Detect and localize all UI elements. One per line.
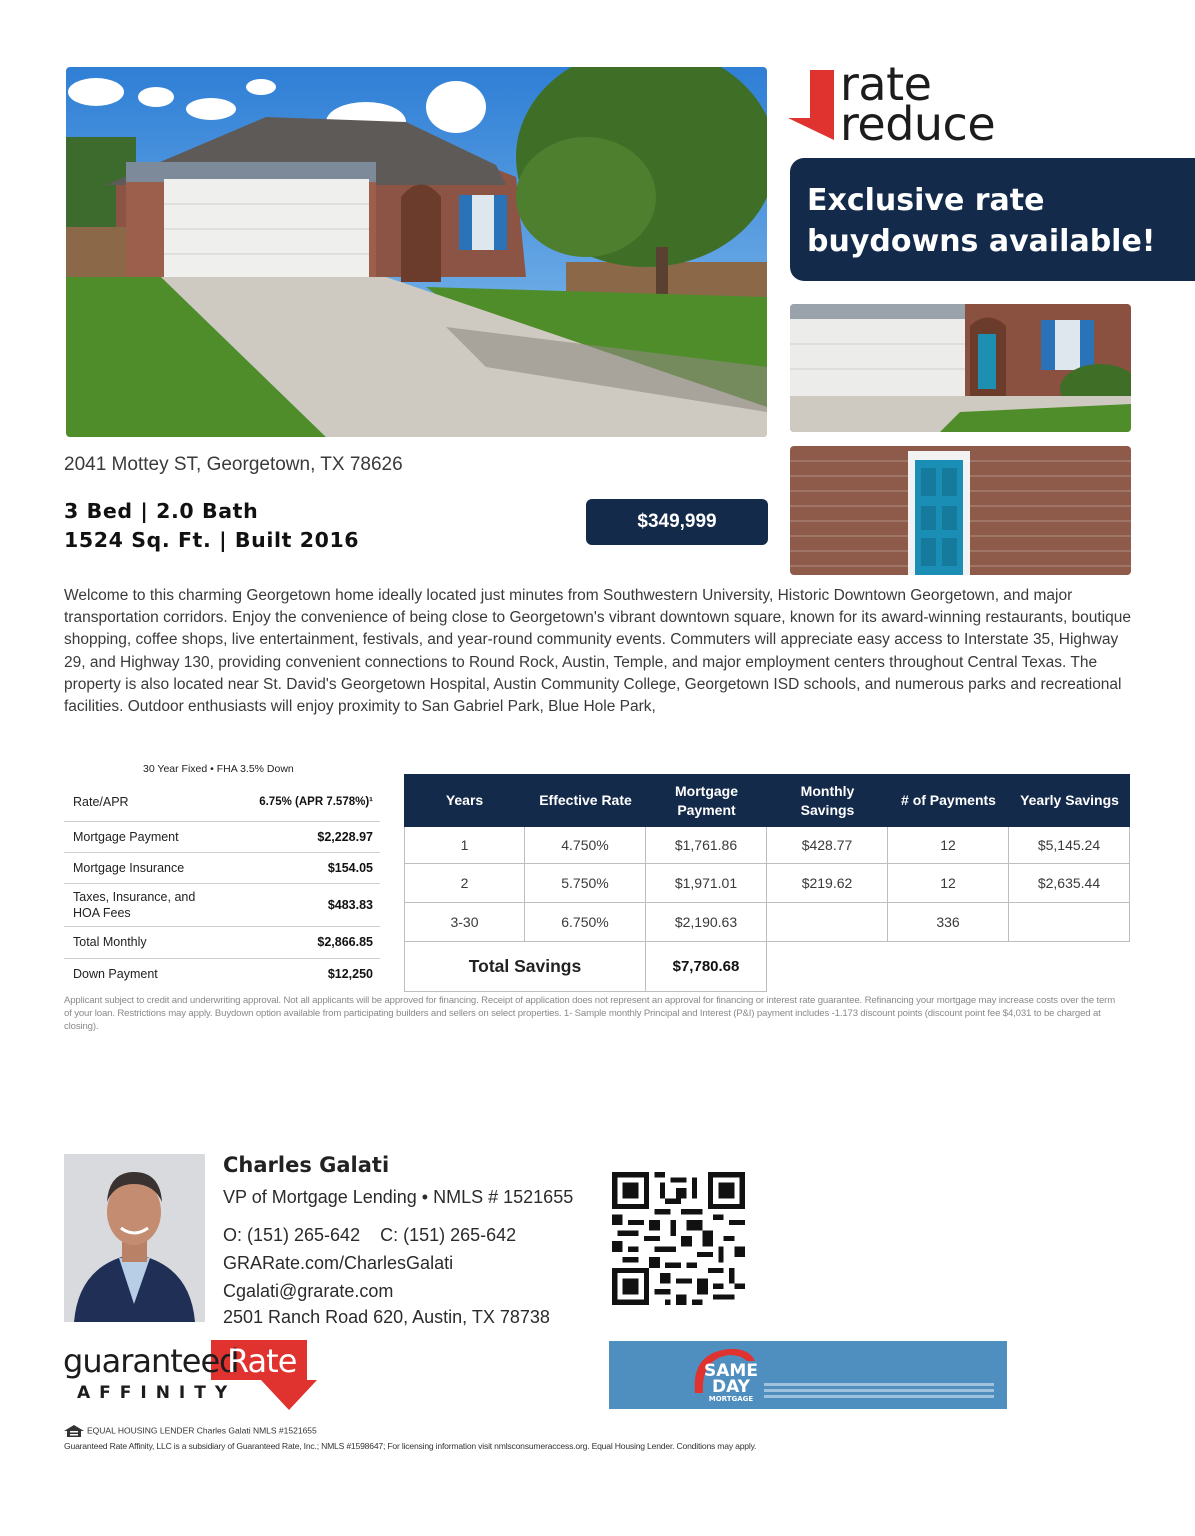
summary-label: Total Monthly xyxy=(73,935,147,949)
cell-num-payments: 12 xyxy=(888,827,1009,864)
header-years: Years xyxy=(445,792,484,808)
price-badge: $349,999 xyxy=(586,499,768,545)
total-savings-value: $7,780.68 xyxy=(646,942,767,992)
summary-row xyxy=(64,883,380,925)
property-address: 2041 Mottey ST, Georgetown, TX 78626 xyxy=(64,454,403,475)
summary-label: Down Payment xyxy=(73,966,158,981)
guaranteed-rate-affinity-logo xyxy=(63,1338,323,1413)
cell-rate: 4.750% xyxy=(525,827,646,864)
promo-line-1: Exclusive rate xyxy=(807,183,1045,218)
cell-monthly-savings xyxy=(767,903,888,942)
agent-headshot xyxy=(64,1154,205,1322)
front-door-photo xyxy=(790,446,1131,575)
logo-word-rate: Rate xyxy=(227,1342,297,1380)
agent-phones[interactable]: O: (151) 265-642 C: (151) 265-642 xyxy=(223,1225,517,1245)
cell-years: 3-30 xyxy=(404,903,525,942)
table-row xyxy=(404,827,1130,864)
logo-word-affinity: AFFINITY xyxy=(77,1383,237,1403)
summary-value: $12,250 xyxy=(327,966,373,981)
legal-text: Guaranteed Rate Affinity, LLC is a subsidiary of Guaranteed Rate, Inc.; NMLS #1598647; For licensing information visit nmlsconsumeraccess.org. Equal Housing Lender. Conditions may apply. xyxy=(64,1441,757,1451)
cell-num-payments: 336 xyxy=(888,903,1009,942)
header-num-payments: # of Payments xyxy=(901,792,996,808)
header-mortgage-payment: Mortgage Payment xyxy=(675,782,738,818)
cell-rate: 6.750% xyxy=(525,903,646,942)
banner-fine-print xyxy=(764,1395,994,1398)
cell-num-payments: 12 xyxy=(888,864,1009,903)
property-description: Welcome to this charming Georgetown home ideally located just minutes from Southwestern University, Historic Downtown Georgetown, and major transportation corridors. Enjoy the convenience of being close to Georgetown's vibrant downtown square, known for its award-winning restaurants, boutique shopping, coffee shops, live entertainment, festivals, and year-round community events. Commuters will appreciate easy access to Interstate 35, Highway 29, and Highway 130, providing convenient connections to Round Rock, Austin, Temple, and major employment centers throughout Central Texas. The property is also located near St. David's Georgetown Hospital, Austin Community College, Georgetown ISD schools, and numerous parks and recreational facilities. Outdoor enthusiasts will enjoy proximity to San Gabriel Park, Blue Hole Park, xyxy=(64,587,1132,716)
equal-housing-icon xyxy=(64,1425,84,1437)
cell-yearly-savings: $5,145.24 xyxy=(1009,827,1130,864)
table-header xyxy=(404,774,1130,827)
header-yearly-savings: Yearly Savings xyxy=(1020,792,1119,808)
summary-row xyxy=(64,852,380,882)
loan-summary-title: 30 Year Fixed • FHA 3.5% Down xyxy=(143,763,294,775)
banner-fine-print xyxy=(764,1383,994,1386)
specs-beds-baths: 3 Bed | 2.0 Bath xyxy=(64,499,259,523)
equal-housing-line xyxy=(64,1425,317,1437)
cell-payment: $1,971.01 xyxy=(646,864,767,903)
cell-yearly-savings: $2,635.44 xyxy=(1009,864,1130,903)
agent-title: VP of Mortgage Lending • NMLS # 1521655 xyxy=(223,1187,574,1207)
rate-reduce-logo xyxy=(788,57,1018,151)
summary-value: $154.05 xyxy=(327,860,373,875)
summary-row xyxy=(64,926,380,957)
equal-housing-text: EQUAL HOUSING LENDER Charles Galati NMLS #1521655 xyxy=(87,1425,317,1436)
promo-banner xyxy=(790,158,1195,281)
agent-address: 2501 Ranch Road 620, Austin, TX 78738 xyxy=(223,1307,550,1327)
cell-monthly-savings: $219.62 xyxy=(767,864,888,903)
specs-sqft-built: 1524 Sq. Ft. | Built 2016 xyxy=(64,528,360,552)
cell-yearly-savings xyxy=(1009,903,1130,942)
summary-label: Mortgage Insurance xyxy=(73,860,185,875)
cell-payment: $1,761.86 xyxy=(646,827,767,864)
summary-row xyxy=(64,821,380,851)
header-monthly-savings: Monthly Savings xyxy=(800,782,855,818)
summary-label: Rate/APR xyxy=(73,795,129,809)
qr-code[interactable] xyxy=(612,1172,745,1305)
same-day-mortgage-banner xyxy=(609,1341,1007,1409)
property-specs xyxy=(64,497,359,555)
summary-row xyxy=(64,786,380,818)
cell-years: 1 xyxy=(404,827,525,864)
cell-years: 2 xyxy=(404,864,525,903)
banner-fine-print xyxy=(764,1389,994,1392)
logo-word-guaranteed: guaranteed xyxy=(63,1342,239,1380)
summary-label: Taxes, Insurance, and HOA Fees xyxy=(73,889,196,920)
cell-rate: 5.750% xyxy=(525,864,646,903)
banner-same: SAME xyxy=(704,1361,758,1381)
agent-name: Charles Galati xyxy=(223,1153,390,1177)
summary-value: 6.75% (APR 7.578%)¹ xyxy=(259,796,373,808)
total-row xyxy=(404,942,1130,992)
logo-word-rate: rate xyxy=(840,57,932,111)
hero-house-photo xyxy=(66,67,767,437)
logo-word-reduce: reduce xyxy=(840,97,996,151)
disclaimer-text: Applicant subject to credit and underwriting approval. Not all applicants will be approved for financing. Receipt of application does not represent an approval for financing or interest rate guarantee. Refinancing your mortgage may increase costs over the term of your loan. Restrictions may apply. Buydown option available from participating builders and sellers on select properties. 1- Sample monthly Principal and Interest (P&I) payment includes -1.173 discount points (discount point fee $4,031 to be charged at closing). xyxy=(64,995,1116,1032)
summary-row xyxy=(64,958,380,988)
cell-monthly-savings: $428.77 xyxy=(767,827,888,864)
summary-label: Mortgage Payment xyxy=(73,829,179,844)
cell-payment: $2,190.63 xyxy=(646,903,767,942)
header-effective-rate: Effective Rate xyxy=(539,792,632,808)
agent-website-link[interactable]: GRARate.com/CharlesGalati xyxy=(223,1253,454,1273)
total-savings-label: Total Savings xyxy=(404,942,646,992)
banner-mortgage: MORTGAGE xyxy=(708,1395,754,1403)
summary-value: $483.83 xyxy=(327,897,373,912)
table-row xyxy=(404,864,1130,903)
agent-email-link[interactable]: Cgalati@grarate.com xyxy=(223,1281,394,1301)
front-exterior-photo xyxy=(790,304,1131,432)
down-arrow-icon xyxy=(788,70,838,140)
table-row xyxy=(404,903,1130,942)
summary-value: $2,228.97 xyxy=(317,829,373,844)
promo-line-2: buydowns available! xyxy=(807,224,1156,259)
summary-value: $2,866.85 xyxy=(317,935,373,949)
banner-day: DAY xyxy=(711,1377,750,1397)
